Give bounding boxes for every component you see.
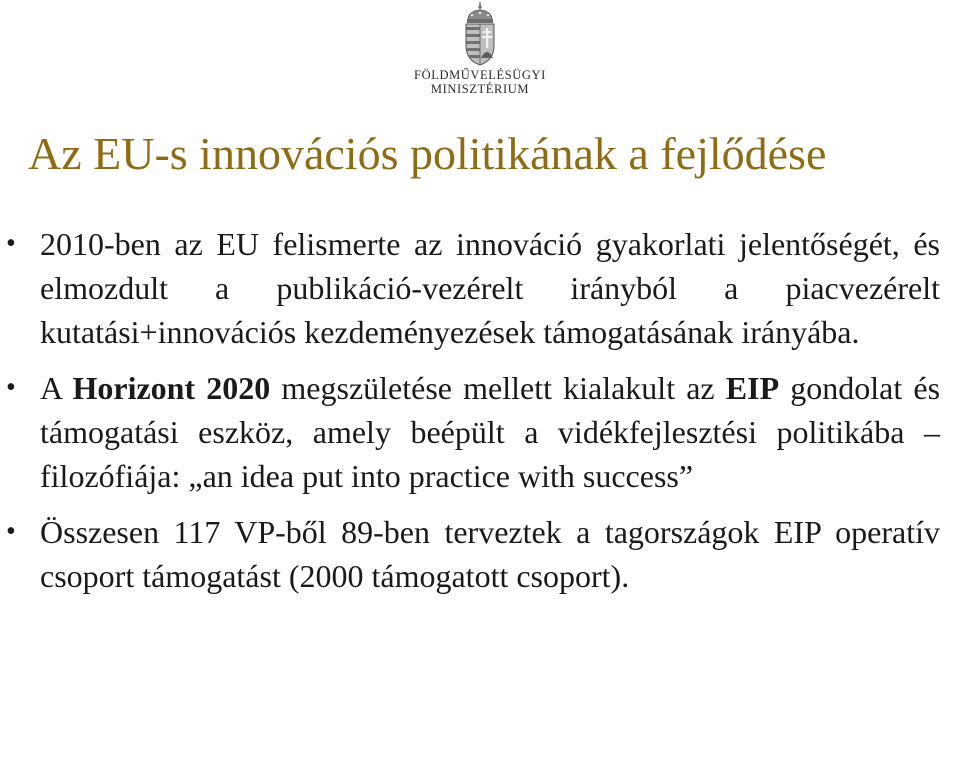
ministry-name-line-2: MINISZTÉRIUM <box>430 82 530 96</box>
ministry-name <box>400 68 560 96</box>
ministry-name-line-1: FÖLDMŰVELÉSÜGYI <box>414 68 546 82</box>
slide-title: Az EU-s innovációs politikának a fejlődése <box>28 128 827 179</box>
bullet-text-part: megszületése mellett kialakult az <box>270 370 726 406</box>
bullet-dot-icon: • <box>6 516 16 547</box>
bullet-dot-icon: • <box>6 228 16 259</box>
bullet-list <box>0 222 960 598</box>
bullet-text: Összesen 117 VP-ből 89-ben terveztek a tagországok EIP operatív csoport támogatást (2000 támogatott csoport). <box>40 514 940 594</box>
bullet-bold-horizont: Horizont 2020 <box>72 370 271 406</box>
bullet-dot-icon: • <box>6 372 16 403</box>
bullet-text-part: gondolat és támogatási eszköz, amely beépült a vidékfejlesztési politikába – filozófiája: „an idea put into practice with success” <box>40 370 941 494</box>
bullet-item-eu-2010 <box>0 222 960 354</box>
bullet-text-part: A <box>40 370 73 406</box>
bullet-bold-eip: EIP <box>725 370 780 406</box>
bullet-item-vp-count <box>0 510 960 598</box>
bullet-text: 2010-ben az EU felismerte az innováció gyakorlati jelentőségét, és elmozdult a publikáció-vezérelt irányból a piacvezérelt kutatási+innovációs kezdeményezések támogatásának irányába. <box>40 226 940 350</box>
bullet-item-horizont-2020 <box>0 366 960 498</box>
ministry-logo <box>400 0 560 100</box>
hungarian-coat-of-arms-icon <box>460 2 500 66</box>
